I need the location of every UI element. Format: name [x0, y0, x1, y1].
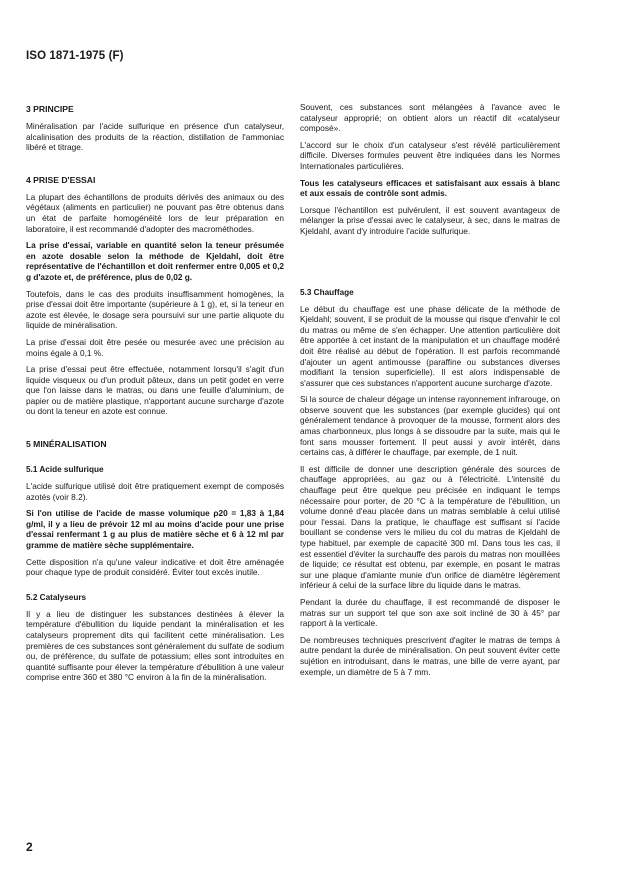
- section-5-3-paragraph-5: De nombreuses techniques prescrivent d'agiter le matras de temps à autre pendant la durée de minéralisation. On peut souvent éviter cette sujétion en introduisant, dans le matras, une bille de verre ayant, par exemple, un diamètre de 5 à 7 mm.: [300, 634, 560, 677]
- section-4-paragraph-2: La prise d'essai, variable en quantité selon la teneur présumée en azote dosable selon la méthode de Kjeldahl, doit être représentative de l'échantillon et doit renfermer entre 0,005 et 0,2 g d'azote et, de préférence, plus de 0,02 g.: [26, 240, 284, 282]
- section-5-1-title: 5.1 Acide sulfurique: [26, 465, 104, 475]
- catalyst-paragraph-1: Souvent, ces substances sont mélangées à l'avance avec le catalyseur approprié; on obtient alors un réactif dit «catalyseur composé».: [300, 102, 560, 134]
- section-5-2-paragraph-1: Il y a lieu de distinguer les substances destinées à élever la température d'ébullition du liquide pendant la minéralisation et les catalyseurs proprement dits qui facilitent cette minéralisation. Les premières de ces substances sont généralement du sulfate de sodium ou, de préférence, du sulfate de potassium; elles sont introduites en quantité suffisante pour élever la température d'ébullition à une valeur comprise entre 360 et 380 °C environ à la fin de la minéralisation.: [26, 608, 284, 683]
- section-5-1-paragraph-1: L'acide sulfurique utilisé doit être pratiquement exempt de composés azotés (voir 8.2).: [26, 481, 284, 502]
- section-5-1-paragraph-2: Si l'on utilise de l'acide de masse volumique ρ20 = 1,83 à 1,84 g/ml, il y a lieu de prévoir 12 ml au moins d'acide pour une prise d'essai renfermant 1 g au plus de matière sèche et 6 à 12 ml par gramme de matière sèche supplémentaire.: [26, 508, 284, 551]
- section-5-3-title: 5.3 Chauffage: [300, 287, 354, 297]
- section-5-3-paragraph-4: Pendant la durée du chauffage, il est recommandé de disposer le matras sur un support tel que son axe soit incliné de 30 à 45° par rapport à la verticale.: [300, 596, 560, 629]
- catalyst-paragraph-3: Tous les catalyseurs efficaces et satisfaisant aux essais à blanc et aux essais de contrôle sont admis.: [300, 177, 560, 199]
- section-3-paragraph: Minéralisation par l'acide sulfurique en présence d'un catalyseur, alcalinisation des produits de la réaction, distillation de l'ammoniac libéré et titrage.: [26, 121, 284, 153]
- section-5-1-paragraph-3: Cette disposition n'a qu'une valeur indicative et doit être aménagée pour chaque type de produit considéré. Éviter tout excès inutile.: [26, 556, 284, 578]
- catalyst-paragraph-4: Lorsque l'échantillon est pulvérulent, il est souvent avantageux de mélanger la prise d'essai avec le catalyseur, à sec, dans le matras de Kjeldahl, avant d'y introduire l'acide sulfurique.: [300, 204, 560, 236]
- left-column: [26, 104, 284, 689]
- right-column: [300, 102, 560, 683]
- section-5-title: 5 MINÉRALISATION: [26, 439, 107, 450]
- section-4-paragraph-1: La plupart des échantillons de produits dérivés des animaux ou des végétaux (aliments en particulier) ne pouvant pas être obtenus dans un état de parfaite homogénéité lors de leur préparation en laboratoire, il est recommandé d'adopter des macrométhodes.: [26, 191, 284, 234]
- section-5-3-paragraph-1: Le début du chauffage est une phase délicate de la méthode de Kjeldahl; souvent, il se produit de la mousse qui risque d'envahir le col du matras ou même de s'en échapper. Une attention particulière doit être apportée à cet instant de la manipulation et un chauffage modéré doit être réalisé au début de l'opération. Il est parfois recommandé d'ajouter un agent antimousse (paraffine ou substances diverses modifiant la tension superficielle). Il est alors indispensable de s'assurer que ces substances n'apportent aucune surcharge d'azote.: [300, 303, 560, 388]
- section-5-3-paragraph-3: Il est difficile de donner une description générale des sources de chauffage appropriées, au gaz ou à l'électricité. L'intensité du chauffage peut être quelque peu précisée en indiquant le temps nécessaire pour porter, de 20 °C à la température de l'ébullition, un volume donné d'eau placée dans un matras semblable à celui utilisé pour l'essai. Dans la pratique, le chauffage est suffisant si l'acide bouillant se condense vers le milieu du col du matras de Kjeldahl de type habituel, par exemple de capacité 300 ml. Dans tous les cas, il est essentiel d'éviter la surchauffe des parois du matras non mouillées de liquide; ce résultat est obtenu, par exemple, en posant le matras sur une plaque d'amiante munie d'un orifice de diamètre légèrement inférieur à celui de la surface libre du liquide dans le matras.: [300, 463, 560, 591]
- section-5-2-title: 5.2 Catalyseurs: [26, 592, 87, 602]
- document-header: ISO 1871-1975 (F): [26, 50, 124, 62]
- section-4-paragraph-3: Toutefois, dans le cas des produits insuffisamment homogènes, la prise d'essai doit être importante (supérieure à 1 g), et, si la teneur en azote est élevée, le dosage sera poursuivi sur une partie aliquote du liquide de minéralisation.: [26, 288, 284, 331]
- catalyst-paragraph-2: L'accord sur le choix d'un catalyseur s'est révélé particulièrement difficile. Diverses formules peuvent être indiquées dans les Normes Internationales particulières.: [300, 139, 560, 171]
- section-5-3-paragraph-2: Si la source de chaleur dégage un intense rayonnement infrarouge, on observe souvent que les substances (par exemple glucides) qui ont généralement tendance à provoquer de la mousse, forment alors des amas charbonneux, plus longs à se dissoudre par la suite, mais qui le font sans mousser fortement. Il peut aussi y avoir intérêt, dans certains cas, à différer le chauffage, par exemple, de 1 nuit.: [300, 394, 560, 458]
- section-4-paragraph-4: La prise d'essai doit être pesée ou mesurée avec une précision au moins égale à 0,1 %.: [26, 336, 284, 358]
- section-4-title: 4 PRISE D'ESSAI: [26, 174, 96, 185]
- section-4-paragraph-5: La prise d'essai peut être effectuée, notamment lorsqu'il s'agit d'un liquide visqueux ou d'un produit pâteux, dans un petit godet en verre que l'on laisse dans le matras, ou dans une feuille d'aluminium, de papier ou de matière plastique, n'apportant aucune surcharge d'azote ou dont la teneur en azote est connue.: [26, 364, 284, 417]
- page-number: 2: [26, 840, 33, 854]
- section-3-title: 3 PRINCIPE: [26, 104, 74, 114]
